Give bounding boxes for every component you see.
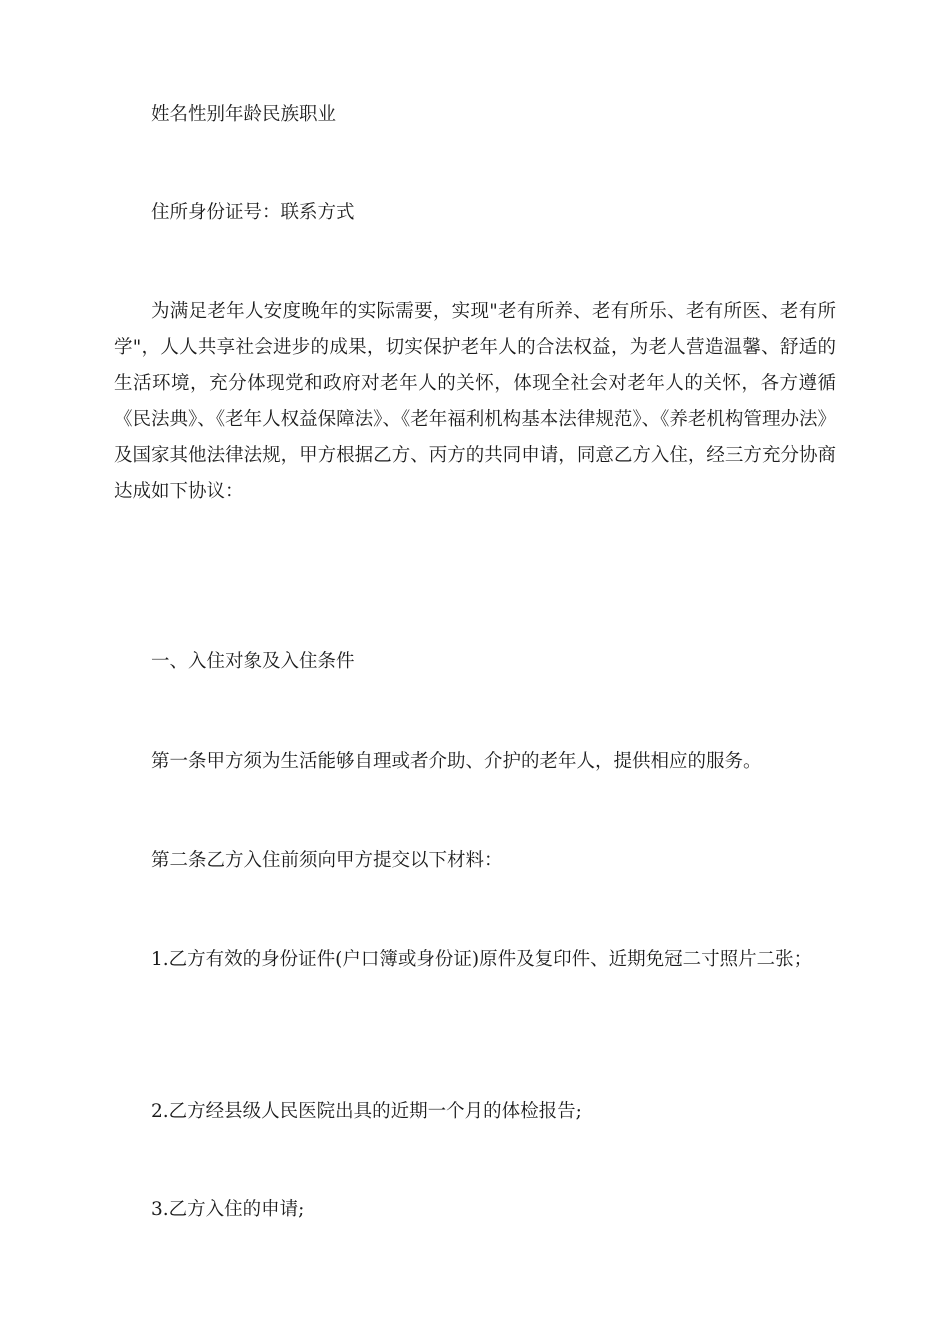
article-two: 第二条乙方入住前须向甲方提交以下材料： xyxy=(151,850,503,871)
article-one: 第一条甲方须为生活能够自理或者介助、介护的老年人，提供相应的服务。 xyxy=(151,751,762,772)
material-item-3: 3.乙方入住的申请; xyxy=(151,1199,305,1220)
preamble-paragraph: 为满足老年人安度晚年的实际需要，实现"老有所养、老有所乐、老有所医、老有所学"，人人共享社会进步的成果，切实保护老年人的合法权益，为老人营造温馨、舒适的生活环境，充分体现党和政府对老年人的关怀，体现全社会对老年人的关怀，各方遵循《民法典》、《老年人权益保障法》、《老年福利机构基本法律规范》、《养老机构管理办法》及国家其他法律法规，甲方根据乙方、丙方的共同申请，同意乙方入住，经三方充分协商达成如下协议： xyxy=(114,301,836,502)
material-item-2: 2.乙方经县级人民医院出具的近期一个月的体检报告; xyxy=(151,1101,582,1122)
material-item-1: 1.乙方有效的身份证件(户口簿或身份证)原件及复印件、近期免冠二寸照片二张； xyxy=(151,949,813,970)
personal-info-fields-line: 姓名性别年龄民族职业 xyxy=(151,104,337,125)
section-heading-admission: 一、入住对象及入住条件 xyxy=(151,651,355,672)
residence-id-contact-line: 住所身份证号：联系方式 xyxy=(151,202,355,223)
